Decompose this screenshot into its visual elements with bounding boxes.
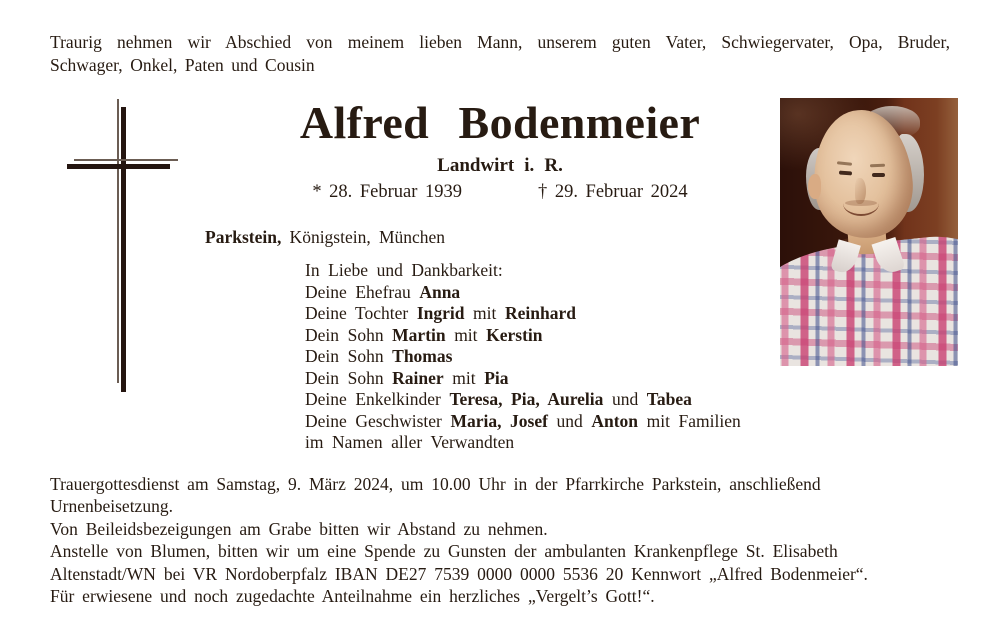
portrait-photo (780, 98, 958, 366)
family-line: Dein Sohn Thomas (305, 346, 453, 366)
service-line: Für erwiesene und noch zugedachte Anteilnahme ein herzliches „Vergelt’s Gott!“. (50, 586, 655, 607)
service-line: Von Beileidsbezeigungen am Grabe bitten wir Abstand zu nehmen. (50, 518, 548, 539)
service-block (50, 473, 950, 607)
family-line: Deine Enkelkinder Teresa, Pia, Aurelia und Tabea (305, 389, 692, 409)
intro-text-line2: Schwager, Onkel, Paten und Cousin (50, 55, 315, 75)
service-line: Trauergottesdienst am Samstag, 9. März 2024, um 10.00 Uhr in der Pfarrkirche Parkstein, anschließend (50, 474, 821, 494)
portrait-eyebrow-right (870, 164, 885, 168)
service-line: Urnenbeisetzung. (50, 496, 173, 517)
family-line: Deine Geschwister Maria, Josef und Anton mit Familien (305, 410, 741, 431)
deceased-name: Alfred Bodenmeier (299, 97, 701, 148)
cross-horizontal-thin-line (74, 159, 178, 161)
portrait-eye-right (872, 173, 885, 177)
service-line: Altenstadt/WN bei VR Nordoberpfalz IBAN DE27 7539 0000 0000 5536 20 Kennwort „Alfred Bodenmeier“. (50, 563, 868, 584)
family-line: Dein Sohn Martin mit Kerstin (305, 324, 543, 345)
death-date: † 29. Februar 2024 (538, 182, 688, 202)
life-dates (200, 182, 800, 203)
portrait-eye-left (839, 171, 852, 176)
family-line: Dein Sohn Rainer mit Pia (305, 367, 509, 388)
family-line: Deine Tochter Ingrid mit Reinhard (305, 303, 576, 323)
family-heading: In Liebe und Dankbarkeit: (305, 260, 503, 280)
places-secondary: Königstein, München (281, 227, 446, 247)
family-line: im Namen aller Verwandten (305, 432, 515, 452)
cross-vertical-thin-line (117, 99, 119, 383)
family-line: Deine Ehefrau Anna (305, 281, 461, 302)
intro-text-line1: Traurig nehmen wir Abschied von meinem lieben Mann, unserem guten Vater, Schwiegervater, Opa, Bruder, (50, 32, 950, 52)
family-block (305, 260, 741, 454)
places-line (205, 227, 445, 248)
place-primary: Parkstein, (205, 227, 282, 247)
cross-horizontal-thick-line (67, 164, 170, 169)
birth-date: * 28. Februar 1939 (312, 182, 462, 202)
portrait-ear (808, 174, 821, 199)
service-line: Anstelle von Blumen, bitten wir um eine Spende zu Gunsten der ambulanten Krankenpflege St. Elisabeth (50, 541, 838, 562)
family-list (305, 282, 741, 454)
deceased-occupation: Landwirt i. R. (437, 155, 563, 176)
cross-vertical-thick-line (121, 107, 126, 392)
